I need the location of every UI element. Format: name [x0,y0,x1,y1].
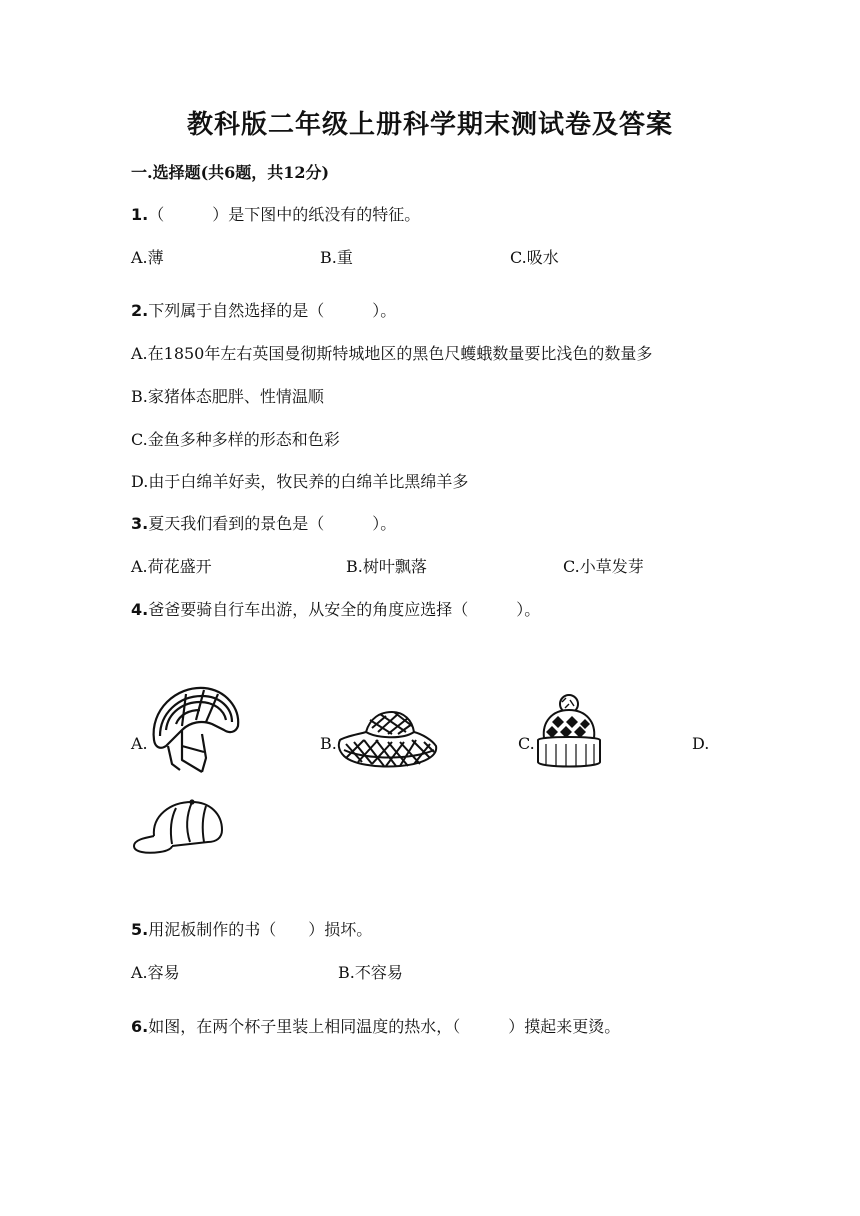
question-number: 4. [131,600,149,619]
question-6 [131,1014,620,1037]
q4-option-b: B. [320,734,337,753]
q1-option-b: B.重 [320,248,353,267]
question-4 [131,597,540,620]
question-number: 1. [131,205,149,224]
q2-option-b: B.家猪体态肥胖、性情温顺 [131,387,324,406]
q2-option-a: A.在1850年左右英国曼彻斯特城地区的黑色尺蠖蛾数量要比浅色的数量多 [131,344,653,363]
q3-option-c: C.小草发芽 [563,557,644,576]
question-text: 如图，在两个杯子里装上相同温度的热水，（ ）摸起来更烫。 [148,1017,621,1036]
q4-option-d: D. [692,734,710,753]
straw-hat-icon [336,706,440,770]
q4-option-a: A. [131,734,148,753]
page-title: 教科版二年级上册科学期末测试卷及答案 [186,110,673,140]
question-3 [131,511,396,534]
knit-hat-icon [532,692,606,772]
question-2 [131,298,396,321]
q1-option-a: A.薄 [131,248,164,267]
question-text: 爸爸要骑自行车出游，从安全的角度应选择（ ）。 [148,600,541,619]
question-text: 下列属于自然选择的是（ ）。 [148,301,397,320]
question-number: 3. [131,514,149,533]
q4-option-c: C. [518,734,535,753]
question-number: 6. [131,1017,149,1036]
q5-option-b: B.不容易 [338,963,403,982]
baseball-cap-icon [132,796,228,858]
q1-option-c: C.吸水 [510,248,559,267]
question-number: 5. [131,920,149,939]
q3-option-a: A.荷花盛开 [131,557,212,576]
question-text: 夏天我们看到的景色是（ ）。 [148,514,397,533]
question-text: （ ）是下图中的纸没有的特征。 [148,205,421,224]
section-heading: 一.选择题(共6题，共12分) [131,163,330,182]
helmet-icon [146,680,246,776]
question-5 [131,917,372,940]
question-1 [131,202,420,225]
q2-option-c: C.金鱼多种多样的形态和色彩 [131,430,340,449]
question-number: 2. [131,301,149,320]
q3-option-b: B.树叶飘落 [346,557,427,576]
question-text: 用泥板制作的书（ ）损坏。 [148,920,373,939]
q2-option-d: D.由于白绵羊好卖，牧民养的白绵羊比黑绵羊多 [131,472,469,491]
q5-option-a: A.容易 [131,963,180,982]
